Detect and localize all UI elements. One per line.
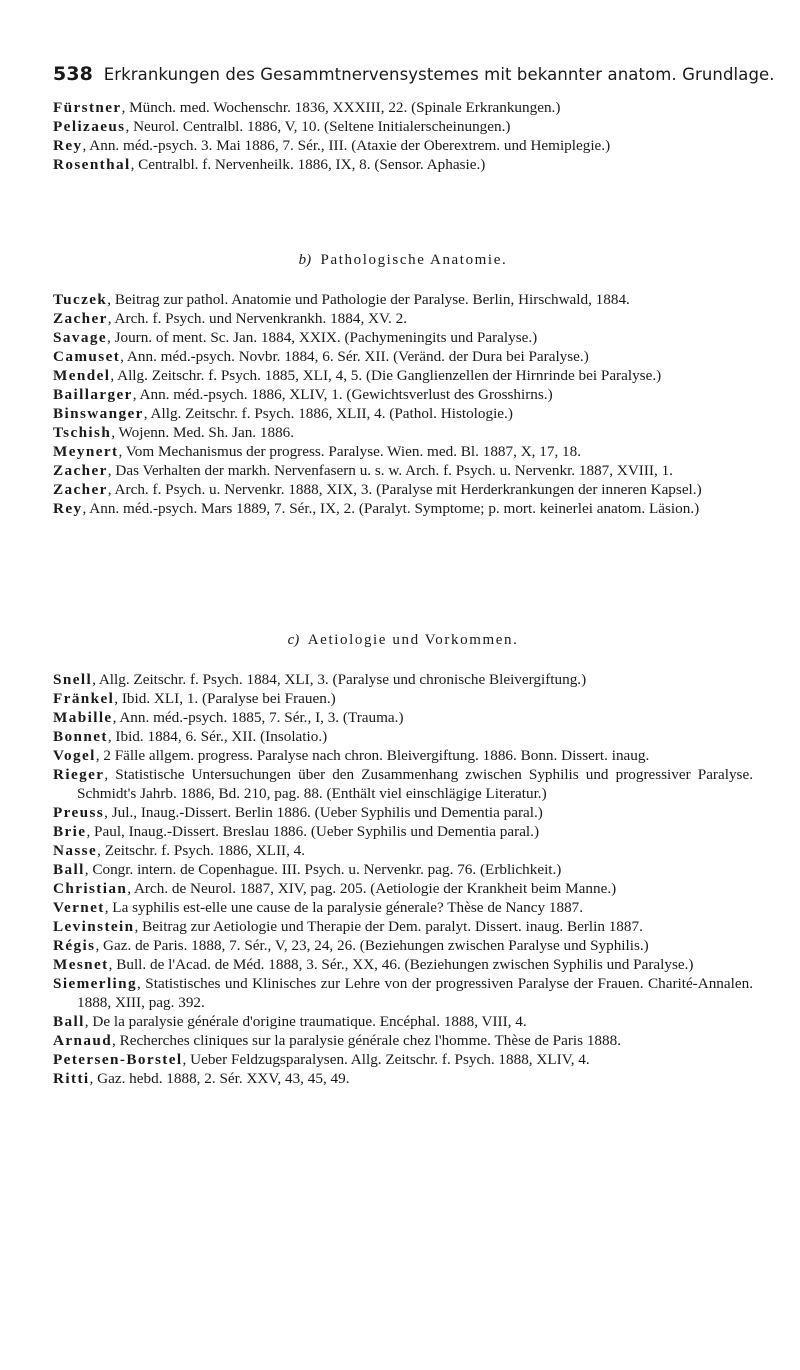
reference-author: Baillarger bbox=[53, 386, 133, 403]
reference-text: , Gaz. de Paris. 1888, 7. Sér., V, 23, 24, 26. (Beziehungen zwischen Paralyse und Syphilis.) bbox=[95, 937, 649, 954]
reference-text: , Zeitschr. f. Psych. 1886, XLII, 4. bbox=[97, 842, 306, 859]
reference-author: Tuczek bbox=[53, 291, 108, 308]
reference-entry bbox=[53, 290, 753, 309]
reference-entry bbox=[53, 803, 753, 822]
reference-text: , Centralbl. f. Nervenheilk. 1886, IX, 8. (Sensor. Aphasie.) bbox=[130, 156, 486, 173]
reference-entry bbox=[53, 480, 753, 499]
subheading-pathological-anatomy bbox=[53, 252, 753, 269]
reference-text: , Paul, Inaug.-Dissert. Breslau 1886. (Ueber Syphilis und Dementia paral.) bbox=[86, 823, 540, 840]
reference-entry bbox=[53, 765, 753, 803]
reference-text: , Congr. intern. de Copenhague. III. Psych. u. Nervenkr. pag. 76. (Erblichkeit.) bbox=[84, 861, 562, 878]
reference-entry bbox=[53, 385, 753, 404]
reference-entry bbox=[53, 1050, 753, 1069]
reference-author: Camuset bbox=[53, 348, 121, 365]
reference-author: Tschish bbox=[53, 424, 112, 441]
reference-entry bbox=[53, 822, 753, 841]
subheading-letter: b) bbox=[298, 252, 312, 268]
reference-author: Zacher bbox=[53, 462, 108, 479]
reference-text: , 2 Fälle allgem. progress. Paralyse nach chron. Bleivergiftung. 1886. Bonn. Dissert. inaug. bbox=[95, 747, 650, 764]
reference-author: Mesnet bbox=[53, 956, 109, 973]
reference-entry bbox=[53, 879, 753, 898]
reference-text: , Münch. med. Wochenschr. 1836, XXXIII, 22. (Spinale Erkrankungen.) bbox=[121, 99, 561, 116]
running-title: Erkrankungen des Gesammtnervensystemes mit bekannter anatom. Grundlage. bbox=[103, 65, 775, 84]
reference-text: , Neurol. Centralbl. 1886, V, 10. (Seltene Initialerscheinungen.) bbox=[125, 118, 511, 135]
reference-author: Fürstner bbox=[53, 99, 122, 116]
reference-author: Pelizaeus bbox=[53, 118, 126, 135]
running-header bbox=[53, 63, 775, 86]
reference-text: , Allg. Zeitschr. f. Psych. 1885, XLI, 4, 5. (Die Ganglienzellen der Hirnrinde bei Paralyse.) bbox=[110, 367, 662, 384]
reference-entry bbox=[53, 155, 753, 174]
reference-text: , Recherches cliniques sur la paralysie générale chez l'homme. Thèse de Paris 1888. bbox=[112, 1032, 621, 1049]
reference-author: Régis bbox=[53, 937, 96, 954]
reference-entry bbox=[53, 917, 753, 936]
reference-entry bbox=[53, 98, 753, 117]
reference-author: Petersen-Borstel bbox=[53, 1051, 183, 1068]
reference-author: Rieger bbox=[53, 766, 105, 783]
reference-entry bbox=[53, 404, 753, 423]
reference-entry bbox=[53, 860, 753, 879]
reference-author: Ball bbox=[53, 1013, 85, 1030]
reference-author: Vernet bbox=[53, 899, 105, 916]
reference-text: , Gaz. hebd. 1888, 2. Sér. XXV, 43, 45, 49. bbox=[89, 1070, 350, 1087]
reference-entry bbox=[53, 898, 753, 917]
reference-author: Mabille bbox=[53, 709, 113, 726]
reference-text: , Beitrag zur Aetiologie und Therapie der Dem. paralyt. Dissert. inaug. Berlin 1887. bbox=[134, 918, 643, 935]
reference-text: , Arch. f. Psych. u. Nervenkr. 1888, XIX, 3. (Paralyse mit Herderkrankungen der inneren Kapsel.) bbox=[107, 481, 702, 498]
reference-entry bbox=[53, 136, 753, 155]
reference-entry bbox=[53, 841, 753, 860]
reference-entry bbox=[53, 1031, 753, 1050]
reference-list-anatomy bbox=[53, 290, 753, 518]
reference-author: Brie bbox=[53, 823, 87, 840]
reference-text: , Ann. méd.-psych. Mars 1889, 7. Sér., IX, 2. (Paralyt. Symptome; p. mort. keinerlei anatom. Läsion.) bbox=[82, 500, 700, 517]
reference-text: , Statistisches und Klinisches zur Lehre von der progressiven Paralyse der Frauen. Charité-Annalen. 1888, XIII, pag. 392. bbox=[77, 975, 753, 1011]
reference-text: , Arch. f. Psych. und Nervenkrankh. 1884, XV. 2. bbox=[107, 310, 408, 327]
reference-author: Ritti bbox=[53, 1070, 90, 1087]
reference-author: Siemerling bbox=[53, 975, 138, 992]
reference-text: , Beitrag zur pathol. Anatomie und Pathologie der Paralyse. Berlin, Hirschwald, 1884. bbox=[107, 291, 630, 308]
subheading-title: Aetiologie und Vorkommen. bbox=[307, 632, 519, 648]
reference-author: Preuss bbox=[53, 804, 105, 821]
reference-text: , Das Verhalten der markh. Nervenfasern u. s. w. Arch. f. Psych. u. Nervenkr. 1887, XVIII, 1. bbox=[107, 462, 673, 479]
reference-author: Zacher bbox=[53, 481, 108, 498]
reference-text: , Allg. Zeitschr. f. Psych. 1884, XLI, 3. (Paralyse und chronische Bleivergiftung.) bbox=[92, 671, 587, 688]
reference-text: , Ueber Feldzugsparalysen. Allg. Zeitschr. f. Psych. 1888, XLIV, 4. bbox=[182, 1051, 590, 1068]
reference-author: Vogel bbox=[53, 747, 96, 764]
page-number: 538 bbox=[53, 63, 93, 85]
reference-list-aetiology bbox=[53, 670, 753, 1088]
reference-entry bbox=[53, 423, 753, 442]
reference-text: , Ibid. 1884, 6. Sér., XII. (Insolatio.) bbox=[107, 728, 328, 745]
reference-author: Arnaud bbox=[53, 1032, 113, 1049]
reference-entry bbox=[53, 955, 753, 974]
reference-text: , Statistische Untersuchungen über den Zusammenhang zwischen Syphilis und progressiver Paralyse. Schmidt's Jahrb. 1886, Bd. 210, pag. 88. (Enthält viel einschlägige Literatur.) bbox=[77, 766, 753, 802]
reference-author: Meynert bbox=[53, 443, 119, 460]
reference-text: , Ann. méd.-psych. 3. Mai 1886, 7. Sér., III. (Ataxie der Oberextrem. und Hemiplegie.) bbox=[82, 137, 611, 154]
reference-entry bbox=[53, 689, 753, 708]
reference-author: Bonnet bbox=[53, 728, 108, 745]
reference-text: , Ann. méd.-psych. 1885, 7. Sér., I, 3. (Trauma.) bbox=[112, 709, 404, 726]
reference-entry bbox=[53, 670, 753, 689]
reference-entry bbox=[53, 347, 753, 366]
reference-text: , Wojenn. Med. Sh. Jan. 1886. bbox=[111, 424, 295, 441]
reference-author: Snell bbox=[53, 671, 93, 688]
reference-entry bbox=[53, 442, 753, 461]
reference-text: , De la paralysie générale d'origine traumatique. Encéphal. 1888, VIII, 4. bbox=[84, 1013, 527, 1030]
reference-entry bbox=[53, 974, 753, 1012]
reference-entry bbox=[53, 708, 753, 727]
reference-list-clinical bbox=[53, 98, 753, 174]
reference-text: , Jul., Inaug.-Dissert. Berlin 1886. (Ueber Syphilis und Dementia paral.) bbox=[104, 804, 543, 821]
reference-author: Rosenthal bbox=[53, 156, 131, 173]
reference-author: Ball bbox=[53, 861, 85, 878]
reference-text: , Arch. de Neurol. 1887, XIV, pag. 205. (Aetiologie der Krankheit beim Manne.) bbox=[127, 880, 617, 897]
reference-author: Fränkel bbox=[53, 690, 115, 707]
reference-text: , La syphilis est-elle une cause de la paralysie génerale? Thèse de Nancy 1887. bbox=[104, 899, 584, 916]
reference-author: Savage bbox=[53, 329, 107, 346]
reference-author: Mendel bbox=[53, 367, 111, 384]
reference-author: Levinstein bbox=[53, 918, 135, 935]
reference-author: Rey bbox=[53, 500, 83, 517]
reference-entry bbox=[53, 309, 753, 328]
reference-entry bbox=[53, 328, 753, 347]
reference-entry bbox=[53, 936, 753, 955]
reference-author: Rey bbox=[53, 137, 83, 154]
subheading-title: Pathologische Anatomie. bbox=[320, 252, 508, 268]
reference-text: , Vom Mechanismus der progress. Paralyse. Wien. med. Bl. 1887, X, 17, 18. bbox=[118, 443, 582, 460]
reference-entry bbox=[53, 366, 753, 385]
reference-entry bbox=[53, 117, 753, 136]
reference-author: Nasse bbox=[53, 842, 98, 859]
reference-entry bbox=[53, 1012, 753, 1031]
reference-author: Zacher bbox=[53, 310, 108, 327]
subheading-aetiology bbox=[53, 632, 753, 649]
reference-entry bbox=[53, 461, 753, 480]
reference-text: , Ann. méd.-psych. Novbr. 1884, 6. Sér. XII. (Veränd. der Dura bei Paralyse.) bbox=[120, 348, 589, 365]
subheading-letter: c) bbox=[287, 632, 300, 648]
reference-author: Christian bbox=[53, 880, 128, 897]
reference-text: , Journ. of ment. Sc. Jan. 1884, XXIX. (Pachymeningits und Paralyse.) bbox=[106, 329, 538, 346]
reference-entry bbox=[53, 727, 753, 746]
reference-entry bbox=[53, 746, 753, 765]
reference-entry bbox=[53, 499, 753, 518]
reference-entry bbox=[53, 1069, 753, 1088]
reference-text: , Bull. de l'Acad. de Méd. 1888, 3. Sér., XX, 46. (Beziehungen zwischen Syphilis und Paralyse.) bbox=[108, 956, 694, 973]
reference-text: , Allg. Zeitschr. f. Psych. 1886, XLII, 4. (Pathol. Histologie.) bbox=[143, 405, 513, 422]
reference-text: , Ibid. XLI, 1. (Paralyse bei Frauen.) bbox=[114, 690, 336, 707]
reference-text: , Ann. méd.-psych. 1886, XLIV, 1. (Gewichtsverlust des Grosshirns.) bbox=[132, 386, 553, 403]
reference-author: Binswanger bbox=[53, 405, 144, 422]
